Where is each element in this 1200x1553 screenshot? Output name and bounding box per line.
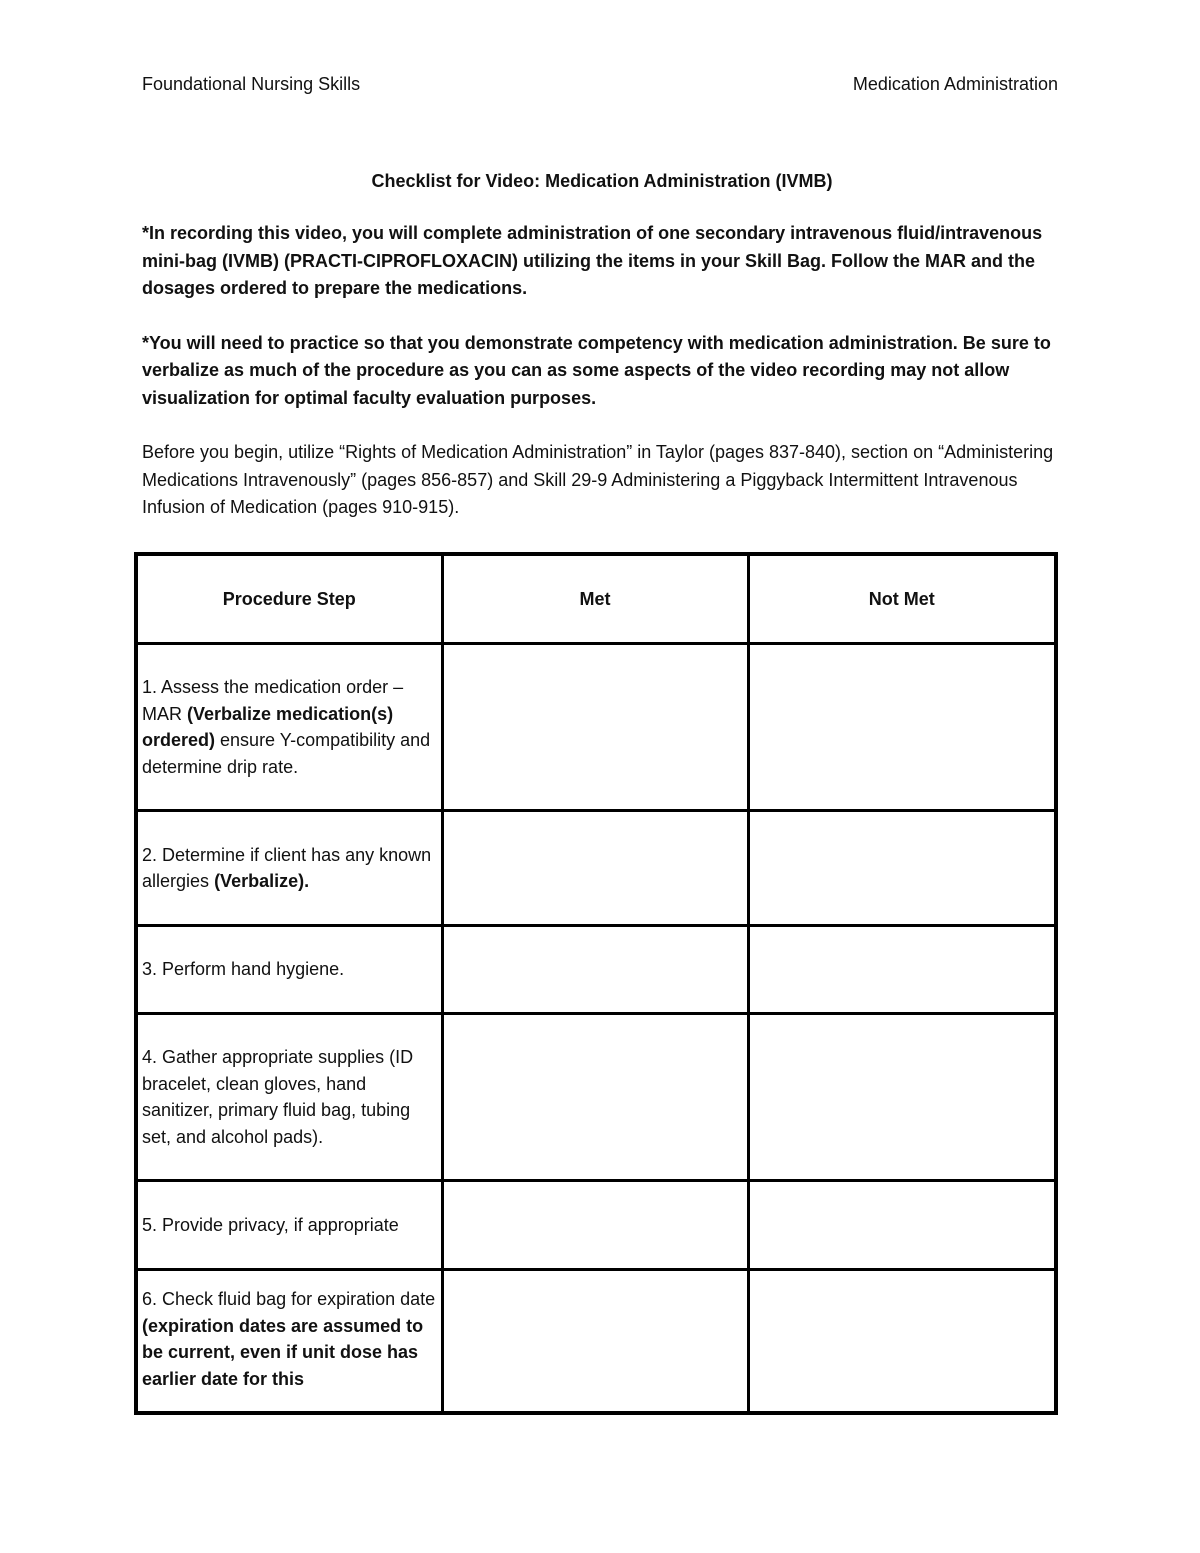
met-cell[interactable] [442,1270,748,1414]
step-text: Assess the medication order – MAR [142,677,404,724]
step-tail: ensure Y-compatibility and determine drip rate. [142,730,431,777]
column-header-met: Met [442,554,748,644]
table-row [136,1270,1056,1414]
instruction-recording: *In recording this video, you will complete administration of one secondary intravenous fluid/intravenous mini-bag (IVMB) (PRACTI-CIPROFLOXACIN) utilizing the items in your Skill Bag. Follow the MAR and the dosages ordered to prepare the medications. [142,223,1043,298]
procedure-step-cell [136,1014,442,1181]
instruction-practice: *You will need to practice so that you demonstrate competency with medication administration. Be sure to verbalize as much of the procedure as you can as some aspects of the video recording may not allow visualization for optimal faculty evaluation purposes. [142,332,1051,408]
procedure-step-cell [136,1270,442,1414]
step-emphasis: (Verbalize). [214,871,310,891]
table-header-row [136,554,1056,644]
step-number: 4. [142,1047,158,1067]
met-cell[interactable] [442,644,748,811]
table-row [136,1181,1056,1270]
met-cell[interactable] [442,811,748,926]
met-cell[interactable] [442,926,748,1014]
procedure-step-cell [136,926,442,1014]
not-met-cell[interactable] [748,1270,1056,1414]
met-cell[interactable] [442,1181,748,1270]
column-header-not-met: Not Met [748,554,1056,644]
not-met-cell[interactable] [748,644,1056,811]
step-number: 3. [142,959,158,980]
table-row [136,926,1056,1014]
header-course-title: Foundational Nursing Skills [142,74,361,94]
not-met-cell[interactable] [748,811,1056,926]
step-number: 5. [142,1214,158,1235]
table-row [136,1014,1056,1181]
column-header-procedure-step: Procedure Step [136,554,442,644]
document-body [142,171,1062,522]
step-text: Check fluid bag for expiration date [162,1289,436,1309]
step-text: Gather appropriate supplies (ID bracelet, clean gloves, hand sanitizer, primary fluid bag, tubing set, and alcohol pads). [142,1047,414,1147]
step-number: 6. [142,1289,158,1309]
page-title: Checklist for Video: Medication Administration (IVMB) [371,171,833,191]
procedure-step-cell [136,811,442,926]
step-number: 1. [142,677,158,697]
table-row [136,644,1056,811]
procedure-checklist-table [134,552,1058,1415]
header-section-title: Medication Administration [852,74,1058,94]
instruction-references: Before you begin, utilize “Rights of Medication Administration” in Taylor (pages 837-840), section on “Administering Medications Intravenously” (pages 856-857) and Skill 29-9 Administering a Piggyback Intermittent Intravenous Infusion of Medication (pages 910-915). [142,442,1054,517]
step-number: 2. [142,844,158,865]
step-emphasis: (Verbalize medication(s) ordered) [142,703,394,750]
step-text: Provide privacy, if appropriate [162,1214,399,1235]
not-met-cell[interactable] [748,1181,1056,1270]
not-met-cell[interactable] [748,926,1056,1014]
step-text: Determine if client has any known allergies [142,844,432,891]
step-text: Perform hand hygiene. [162,959,345,980]
met-cell[interactable] [442,1014,748,1181]
procedure-step-cell [136,1181,442,1270]
procedure-step-cell [136,644,442,811]
step-emphasis: (expiration dates are assumed to be current, even if unit dose has earlier date for this [142,1315,424,1389]
table-row [136,811,1056,926]
not-met-cell[interactable] [748,1014,1056,1181]
